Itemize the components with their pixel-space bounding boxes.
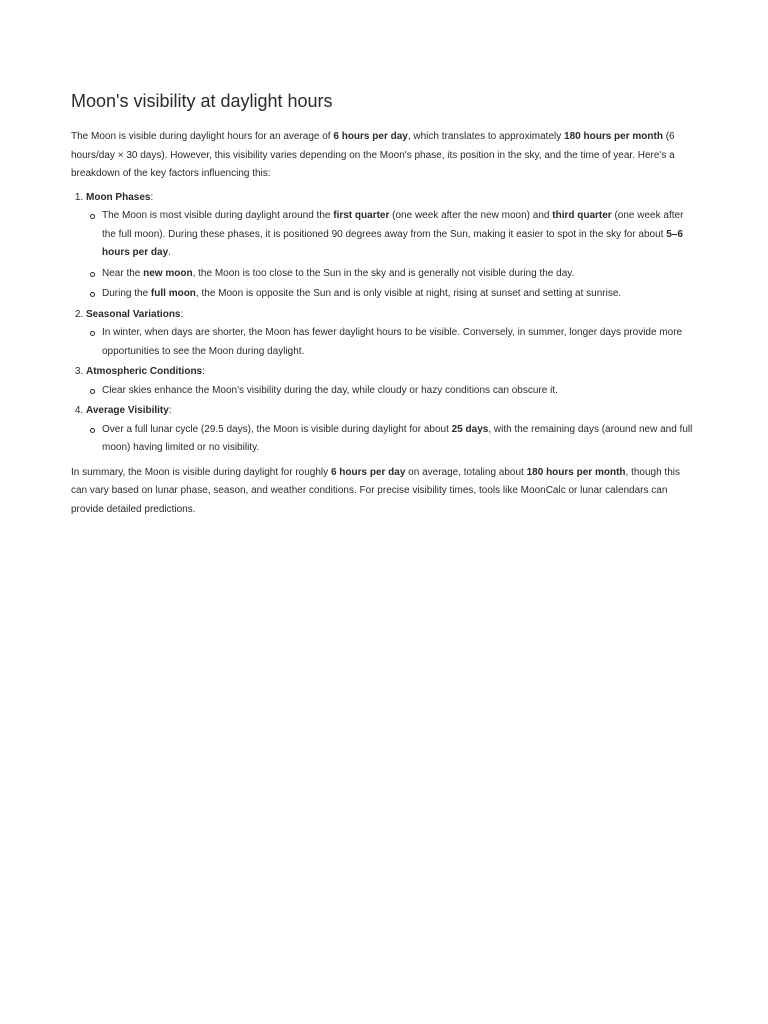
- intro-paragraph: The Moon is visible during daylight hours for an average of 6 hours per day, which translates to approximately 180 hours per month (6 hours/day × 30 days). However, this visibility varies depending on the Moon's phase, its position in the sky, and the time of year. Here's a breakdown of the key factors influencing this:: [71, 131, 675, 179]
- list-item: Near the new moon, the Moon is too close to the Sun in the sky and is generally not visible during the day.: [102, 265, 697, 284]
- summary-paragraph: In summary, the Moon is visible during daylight for roughly 6 hours per day on average, totaling about 180 hours per month, though this can vary based on lunar phase, season, and weather conditions. For precise visibility times, tools like MoonCalc or lunar calendars can provide detailed predictions.: [71, 466, 680, 515]
- list-item: In winter, when days are shorter, the Moon has fewer daylight hours to be visible. Conversely, in summer, longer days provide more opportunities to see the Moon during daylight.: [102, 324, 697, 361]
- moon-phases-bullets: [86, 207, 697, 304]
- factor-item-atmospheric-conditions: 3. Atmospheric Conditions: Clear skies enhance the Moon's visibility during the day, while cloudy or hazy conditions can obscure it.: [86, 363, 697, 400]
- average-visibility-bullets: [86, 421, 697, 458]
- page-title: Moon's visibility at daylight hours: [71, 91, 333, 111]
- factor-item-seasonal-variations: 2. Seasonal Variations: In winter, when days are shorter, the Moon has fewer daylight hours to be visible. Conversely, in summer, longer days provide more opportunities to see the Moon during daylight.: [86, 306, 697, 362]
- factor-item-moon-phases: 1. Moon Phases: The Moon is most visible during daylight around the first quarter (one week after the new moon) and third quarter (one week after the full moon). During these phases, it is positioned 90 degrees away from the Sun, making it easier to spot in the sky for about 5–6 hours per day. Near the new moon, the Moon is too close to the Sun in the sky and is generally not visible during the day. During the full moon, the Moon is opposite the Sun and is only visible at night, rising at sunset and setting at sunrise.: [86, 189, 697, 304]
- factors-list: [71, 189, 697, 458]
- seasonal-variations-bullets: [86, 324, 697, 361]
- list-item: Clear skies enhance the Moon's visibility during the day, while cloudy or hazy conditions can obscure it.: [102, 382, 697, 401]
- list-item: During the full moon, the Moon is opposite the Sun and is only visible at night, rising at sunset and setting at sunrise.: [102, 285, 697, 304]
- list-item: Over a full lunar cycle (29.5 days), the Moon is visible during daylight for about 25 days, with the remaining days (around new and full moon) having limited or no visibility.: [102, 421, 697, 458]
- list-item: The Moon is most visible during daylight around the first quarter (one week after the new moon) and third quarter (one week after the full moon). During these phases, it is positioned 90 degrees away from the Sun, making it easier to spot in the sky for about 5–6 hours per day.: [102, 207, 697, 263]
- atmospheric-conditions-bullets: [86, 382, 697, 401]
- factor-item-average-visibility: 4. Average Visibility: Over a full lunar cycle (29.5 days), the Moon is visible during daylight for about 25 days, with the remaining days (around new and full moon) having limited or no visibility.: [86, 402, 697, 458]
